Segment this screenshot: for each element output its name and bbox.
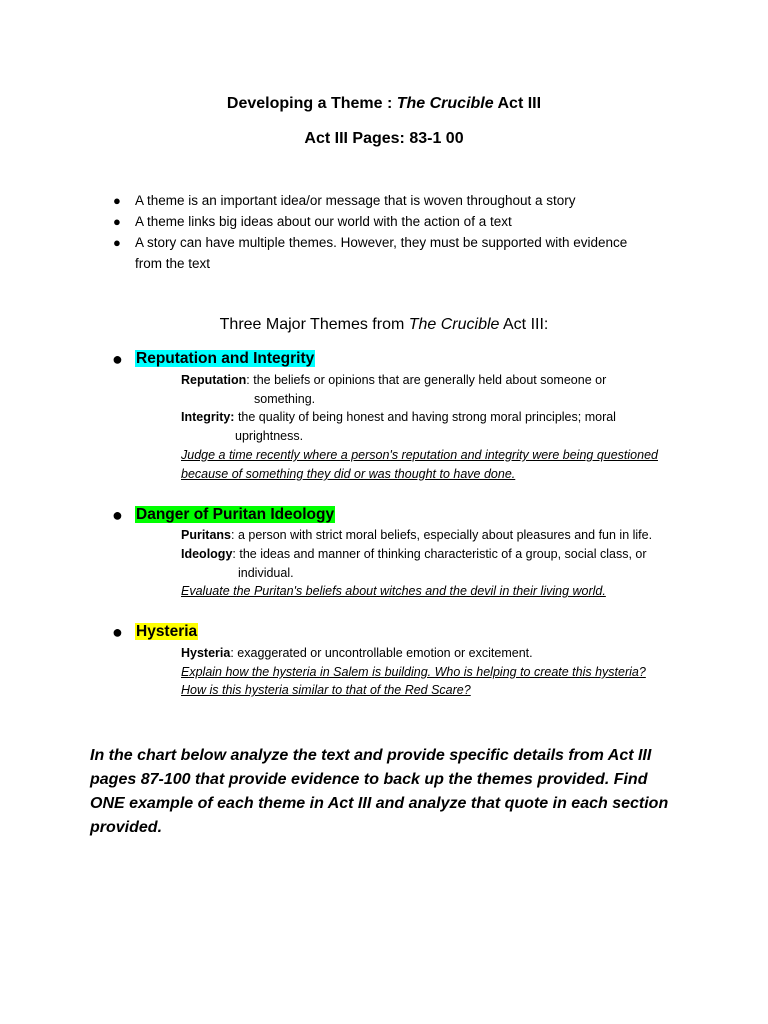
definition-text: : exaggerated or uncontrollable emotion or excitement. <box>230 646 533 660</box>
closing-instructions: In the chart below analyze the text and provide specific details from Act III pages 87-100 that provide evidence to back up the themes provided. Find ONE example of each theme in Act III and analyze that quote in each section provided. <box>90 747 669 836</box>
intro-bullet-text: A story can have multiple themes. However, they must be supported with evidence <box>135 235 628 250</box>
bullet-icon: ● <box>112 622 123 642</box>
definition-continuation: something. <box>254 392 316 406</box>
definition-term: Puritans <box>181 528 232 542</box>
definition-term: Integrity: <box>181 410 235 424</box>
theme-prompt: Judge a time recently where a person's reputation and integrity were being questioned <box>181 448 658 462</box>
definition-term: Hysteria <box>181 646 231 660</box>
bullet-icon: ● <box>112 349 123 369</box>
intro-bullet-text: A theme links big ideas about our world with the action of a text <box>135 214 512 229</box>
definition <box>181 545 661 564</box>
theme-title-text: Danger of Puritan Ideology <box>136 506 335 523</box>
bullet-icon: ● <box>113 193 121 208</box>
intro-bullet-continuation: from the text <box>135 256 211 271</box>
title-suffix: Act III <box>493 95 542 112</box>
definition <box>181 408 661 427</box>
themes-heading-prefix: Three Major Themes from <box>219 316 409 333</box>
theme-prompt: Evaluate the Puritan's beliefs about witches and the devil in their living world. <box>181 584 606 598</box>
theme-prompt: Explain how the hysteria in Salem is building. Who is helping to create this hysteria? <box>181 665 646 679</box>
pages-subtitle: Act III Pages: 83-1 00 <box>304 130 464 147</box>
theme-title-text: Reputation and Integrity <box>136 350 315 367</box>
definition <box>181 644 661 663</box>
theme-title <box>135 622 198 642</box>
definition-term: Ideology <box>181 547 233 561</box>
theme-title <box>135 349 315 369</box>
bullet-icon: ● <box>113 235 121 250</box>
definition-text: : the ideas and manner of thinking characteristic of a group, social class, or <box>232 547 647 561</box>
title-prefix: Developing a Theme : <box>226 95 397 112</box>
theme-title-text: Hysteria <box>136 623 198 640</box>
title-italic: The Crucible <box>396 95 494 112</box>
bullet-icon: ● <box>113 214 121 229</box>
themes-heading <box>0 316 768 334</box>
intro-bullet <box>113 232 675 253</box>
theme-prompt: because of something they did or was thought to have done. <box>181 467 516 481</box>
intro-bullet <box>113 211 675 232</box>
themes-heading-suffix: Act III: <box>499 316 549 333</box>
definition-continuation: uprightness. <box>235 429 304 443</box>
theme-title <box>135 505 335 525</box>
definition-text: : the beliefs or opinions that are generally held about someone or <box>246 373 607 387</box>
definition <box>181 371 661 390</box>
definition <box>181 526 661 545</box>
document-title <box>0 95 768 113</box>
intro-bullet-text: A theme is an important idea/or message that is woven throughout a story <box>135 193 576 208</box>
definition-text: : a person with strict moral beliefs, especially about pleasures and fun in life. <box>231 528 653 542</box>
bullet-icon: ● <box>112 505 123 525</box>
theme-prompt: How is this hysteria similar to that of the Red Scare? <box>181 683 471 697</box>
definition-text: the quality of being honest and having strong moral principles; moral <box>234 410 616 424</box>
definition-term: Reputation <box>181 373 247 387</box>
intro-bullet <box>113 190 675 211</box>
definition-continuation: individual. <box>238 566 294 580</box>
themes-heading-italic: The Crucible <box>408 316 500 333</box>
